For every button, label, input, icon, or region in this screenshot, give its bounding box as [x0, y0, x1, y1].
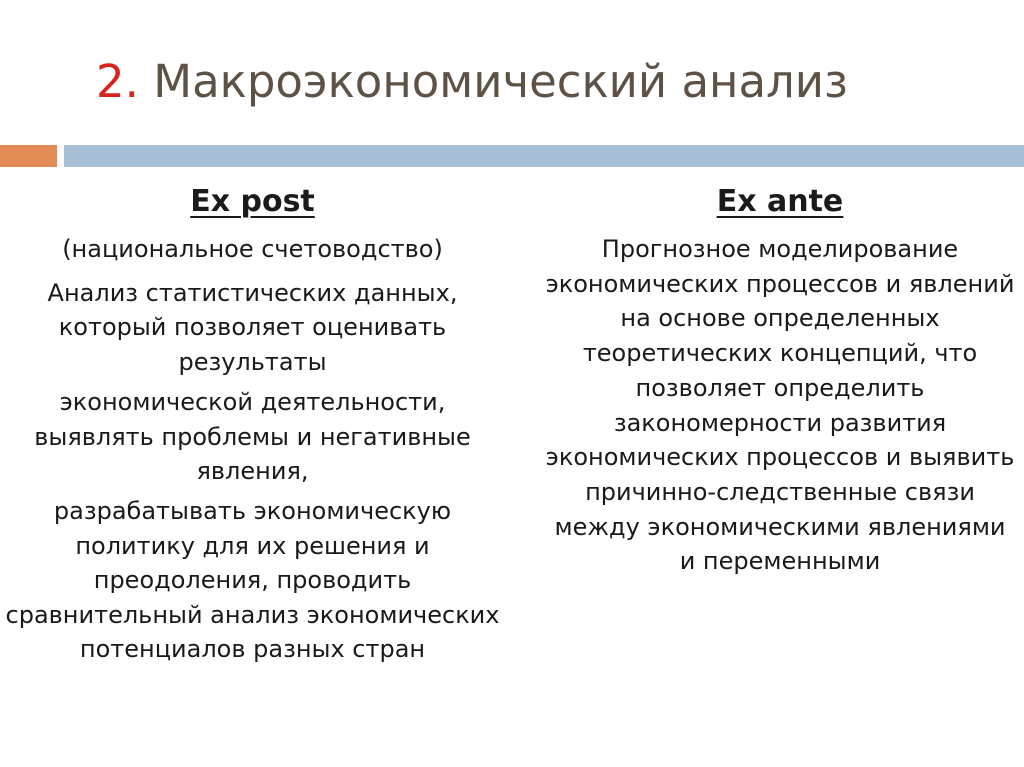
ex-ante-column [545, 182, 1015, 579]
accent-bar-blue [64, 145, 1024, 167]
ex-post-subtitle: (национальное счетоводство) [62, 235, 443, 263]
ex-post-paragraph-2: экономической деятельности, выявлять проблемы и негативные явления, [34, 388, 471, 486]
ex-post-paragraph-1: Анализ статистических данных, который позволяет оценивать результаты [47, 279, 458, 376]
ex-post-paragraph-3: разрабатывать экономическую политику для их решения и преодоления, проводить сравнительный анализ экономических потенциалов разных стран [5, 497, 500, 664]
ex-ante-heading: Ex ante [716, 184, 844, 219]
accent-bar-orange [0, 145, 57, 167]
slide-title [96, 52, 996, 112]
ex-ante-body: Прогнозное моделирование экономических процессов и явлений на основе определенных теоретических концепций, что позволяет определить закономерности развития экономических процессов и выявить причинно-следственные связи между экономическими явлениями и переменными [545, 235, 1015, 576]
ex-post-heading: Ex post [190, 184, 315, 219]
slide-title-text: Макроэкономический анализ [153, 55, 848, 108]
ex-post-column [0, 182, 505, 672]
slide-title-number: 2. [96, 55, 139, 108]
